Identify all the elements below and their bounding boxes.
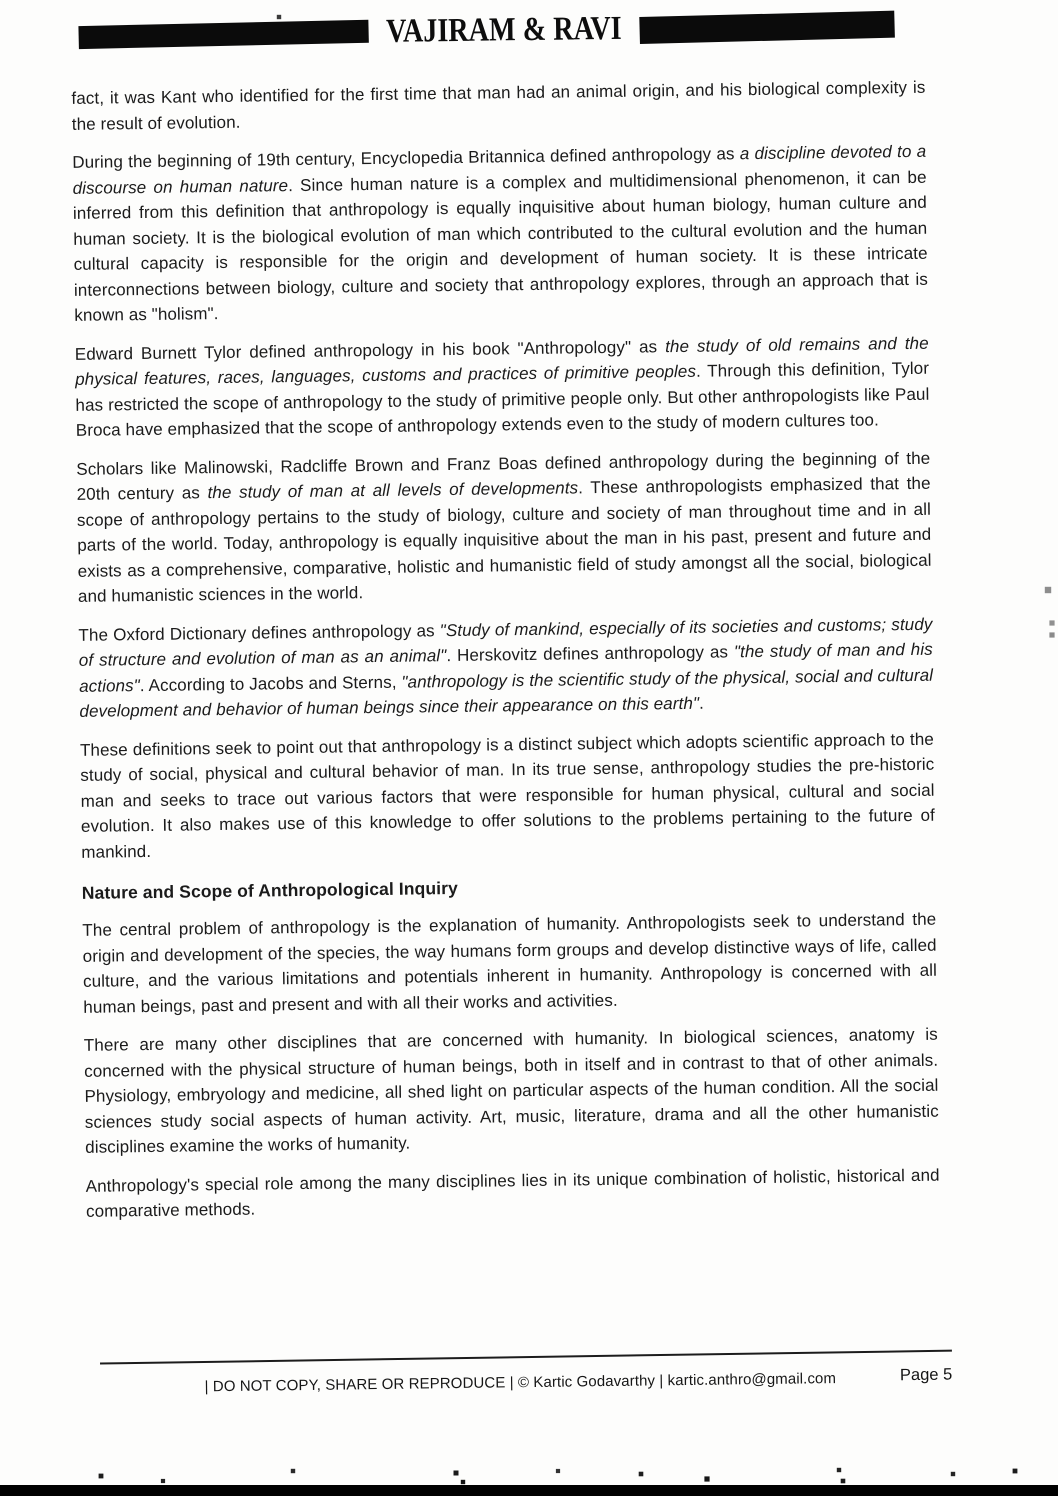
paragraph bbox=[84, 1022, 940, 1161]
text-run: These definitions seek to point out that anthropology is a distinct subject which adopts scientific approach to the study of social, physical and cultural behavior of man. In its true sense, anthropology studies the pre-historic man and seeks to trace out various factors that were responsible for human physical, cultural and social evolution. It also makes use of this knowledge to offer solutions to the problems pertaining to the future of mankind. bbox=[79, 729, 936, 862]
section-heading bbox=[82, 870, 936, 906]
text-run: Anthropology's special role among the many disciplines lies in its unique combination of holistic, historical and comparative methods. bbox=[85, 1165, 940, 1221]
text-run: . These anthropologists emphasized that the scope of anthropology pertains to the study of biology, culture and society of man throughout time and in all parts of the world. Today, anthropology is equally inquisitive about the man in his past, present and future and exists as a comprehensive, comparative, holistic and humanistic field of study amongst all the social, biological and humanistic sciences in the world. bbox=[76, 473, 932, 606]
text-run: . Herskovitz defines anthropology as bbox=[446, 642, 735, 666]
page-number: Page 5 bbox=[899, 1365, 953, 1385]
page-footer bbox=[88, 1365, 953, 1410]
header-right-bar bbox=[639, 10, 895, 43]
italic-text-run: "the study of man and his actions" bbox=[79, 639, 933, 696]
scan-noise-speckles bbox=[0, 0, 2, 2]
italic-text-run: the study of old remains and the physical features, races, languages, customs and practices of primitive peoples bbox=[75, 333, 929, 389]
copyright-notice: | DO NOT COPY, SHARE OR REPRODUCE | © Kartic Godavarthy | kartic.anthro@gmail.com bbox=[204, 1370, 837, 1396]
paragraph bbox=[76, 445, 932, 609]
paragraph bbox=[78, 611, 933, 724]
italic-text-run: a discipline devoted to a discourse on human nature bbox=[72, 141, 927, 198]
footer-divider bbox=[100, 1350, 952, 1365]
paragraph bbox=[72, 139, 928, 329]
text-run: The Oxford Dictionary defines anthropology as bbox=[78, 620, 440, 645]
text-run: There are many other disciplines that are concerned with humanity. In biological sciences, anatomy is concerned with the physical structure of human beings, both in itself and in contrast to that of other animals. Physiology, embryology and medicine, all shed light on particular aspects of the human condition. All the social sciences study social aspects of human activity. Art, music, literature, drama and all the other humanistic disciplines examine the works of humanity. bbox=[83, 1024, 939, 1157]
text-run: The central problem of anthropology is the explanation of humanity. Anthropologists seek to understand the origin and development of the species, the way humans form groups and develop distinctive ways of life, called culture, and the various limitations and potentials inherent in humanity. Anthropology is concerned with all human beings, past and present and with all their works and activities. bbox=[82, 909, 938, 1017]
text-run: . bbox=[698, 693, 705, 713]
text-run: . Through this definition, Tylor has restricted the scope of anthropology to the study of primitive people only. But other anthropologists like Paul Broca have emphasized that the scope of anthropology extends even to the study of modern cultures too. bbox=[75, 358, 930, 440]
text-run: Nature and Scope of Anthropological Inquiry bbox=[81, 877, 458, 903]
paragraph bbox=[80, 726, 936, 865]
brand-title: VAJIRAM & RAVI bbox=[385, 9, 622, 50]
italic-text-run: the study of man at all levels of developments bbox=[207, 478, 579, 503]
paragraph bbox=[86, 1162, 941, 1224]
header-left-bar bbox=[78, 19, 368, 48]
text-run: During the beginning of 19th century, Encyclopedia Britannica defined anthropology as bbox=[72, 144, 740, 172]
document-body bbox=[71, 75, 940, 1238]
scan-edge-bar bbox=[0, 1485, 1058, 1496]
text-run: . According to Jacobs and Sterns, bbox=[139, 672, 402, 695]
text-run: Edward Burnett Tylor defined anthropology in his book "Anthropology" as bbox=[74, 336, 666, 364]
text-run: Scholars like Malinowski, Radcliffe Brown and Franz Boas defined anthropology during the beginning of the 20th century as bbox=[76, 448, 931, 504]
text-run: fact, it was Kant who identified for the first time that man had an animal origin, and his biological complexity is the result of evolution. bbox=[71, 77, 926, 134]
paragraph bbox=[71, 75, 926, 137]
page-header bbox=[78, 5, 894, 56]
paragraph bbox=[75, 330, 930, 443]
paragraph bbox=[82, 907, 937, 1020]
italic-text-run: "Study of mankind, especially of its societies and customs; study of structure and evolution of man as an animal" bbox=[78, 614, 933, 670]
italic-text-run: "anthropology is the scientific study of the physical, social and cultural development and behavior of human beings since their appearance on this earth" bbox=[79, 665, 934, 721]
text-run: . Since human nature is a complex and multidimensional phenomenon, it can be inferred from this definition that anthropology is equally inquisitive about human biology, human culture and human society. It is the biological evolution of man which contributed to the cultural evolution and the human cultural capacity is responsible for the origin and development of human society. It is these intricate interconnections between biology, culture and society that anthropology explores, through an approach that is known as "holism". bbox=[72, 167, 929, 325]
